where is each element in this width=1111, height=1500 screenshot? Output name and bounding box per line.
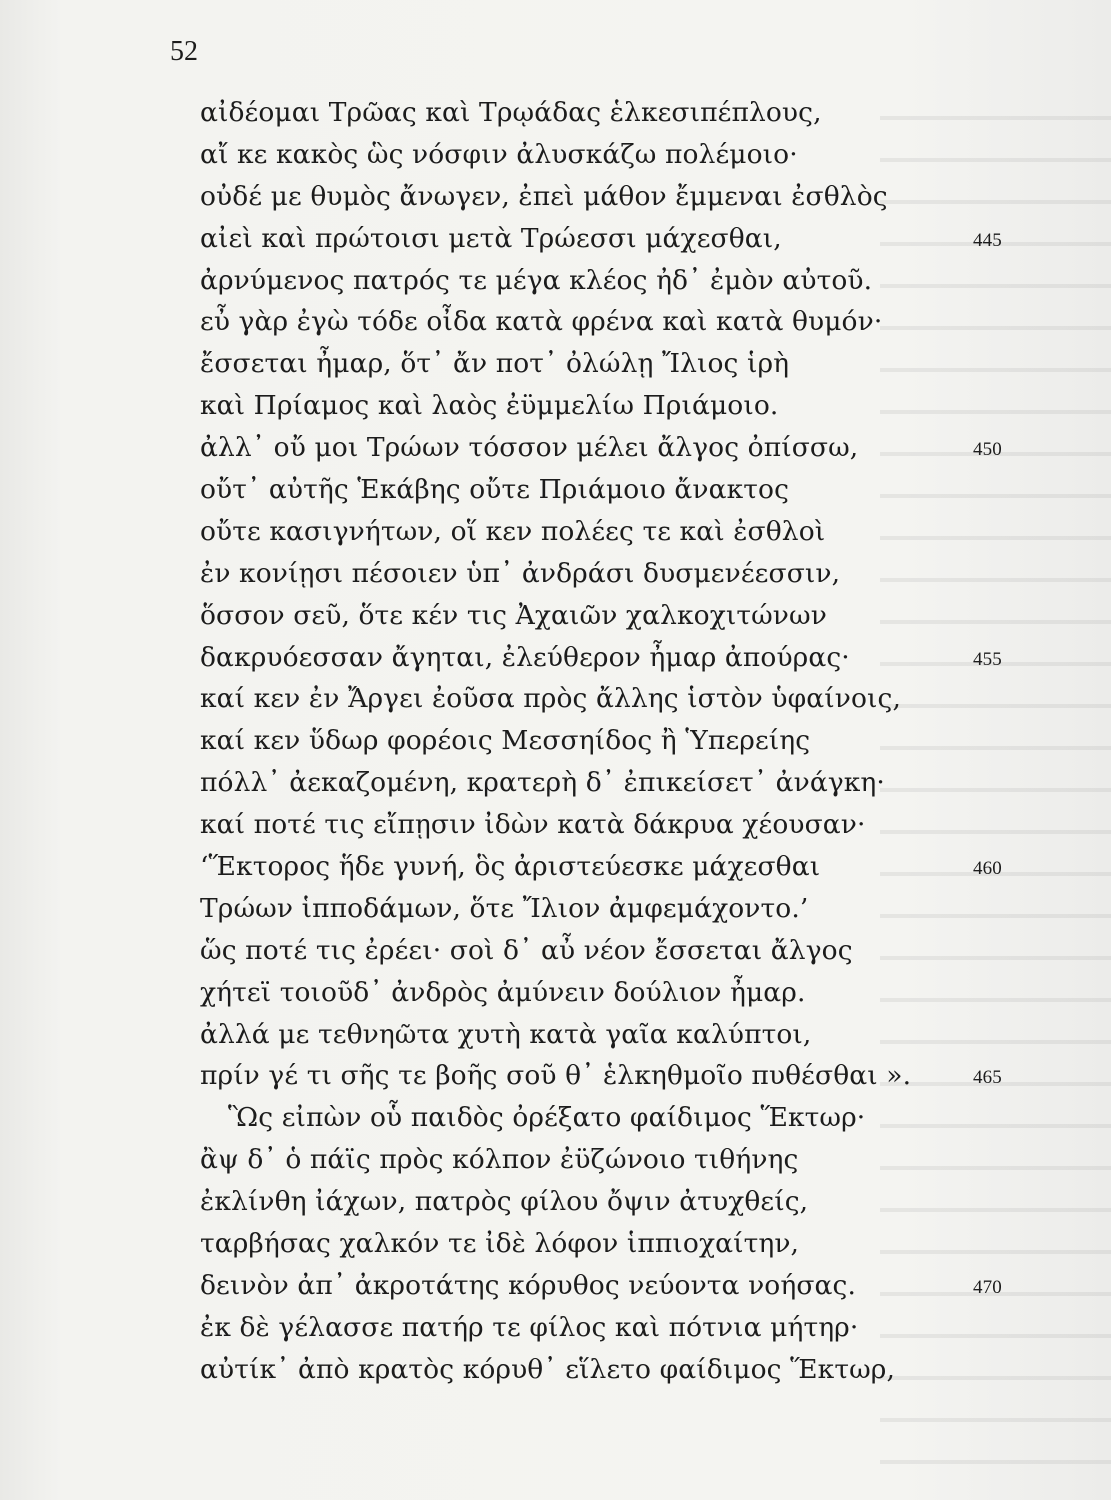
line-number: 455 (973, 648, 1002, 670)
verse-text: καί κεν ἐν Ἄργει ἐοῦσα πρὸς ἄλλης ἱστὸν ὑφαίνοις, (200, 683, 901, 715)
verse-line (200, 1265, 1002, 1307)
page-number: 52 (170, 36, 198, 67)
line-number: 460 (973, 858, 1002, 880)
verse-line (200, 176, 960, 218)
verse-line (200, 218, 1002, 260)
verse-text: δακρυόεσσαν ἄγηται, ἐλεύθερον ἦμαρ ἀπούρας· (200, 641, 850, 673)
verse-line (200, 92, 960, 134)
verse-text: χήτεϊ τοιοῦδ᾽ ἀνδρὸς ἀμύνειν δούλιον ἦμαρ. (200, 976, 806, 1008)
verse-line (200, 1014, 960, 1056)
verse-line (200, 1349, 960, 1391)
verse-text: ἐκλίνθη ἰάχων, πατρὸς φίλου ὄψιν ἀτυχθείς, (200, 1186, 809, 1218)
verse-line (200, 637, 1002, 679)
verse-line (200, 1139, 960, 1181)
verse-text: καὶ Πρίαμος καὶ λαὸς ἐϋμμελίω Πριάμοιο. (200, 390, 779, 422)
verse-line (200, 385, 960, 427)
verse-line (200, 678, 960, 720)
verse-text: ὅσσον σεῦ, ὅτε κέν τις Ἀχαιῶν χαλκοχιτώνων (200, 599, 827, 631)
verse-text: οὐδέ με θυμὸς ἄνωγεν, ἐπεὶ μάθον ἔμμεναι ἐσθλὸς (200, 180, 888, 212)
verse-line (200, 930, 960, 972)
verse-text: εὖ γὰρ ἐγὼ τόδε οἶδα κατὰ φρένα καὶ κατὰ θυμόν· (200, 306, 883, 338)
verse-text: ἂψ δ᾽ ὁ πάϊς πρὸς κόλπον ἐϋζώνοιο τιθήνης (200, 1144, 799, 1176)
verse-line (200, 846, 1002, 888)
verse-text: καί ποτέ τις εἴπῃσιν ἰδὼν κατὰ δάκρυα χέουσαν· (200, 809, 866, 841)
line-number: 445 (973, 229, 1002, 251)
verse-text: ἀρνύμενος πατρός τε μέγα κλέος ἠδ᾽ ἐμὸν αὐτοῦ. (200, 264, 873, 296)
verse-line (200, 469, 960, 511)
verse-text: ἔσσεται ἦμαρ, ὅτ᾽ ἄν ποτ᾽ ὀλώλῃ Ἴλιος ἱρὴ (200, 348, 790, 380)
verse-line (200, 804, 960, 846)
verse-text: αἰεὶ καὶ πρώτοισι μετὰ Τρώεσσι μάχεσθαι, (200, 222, 782, 254)
verse-line (200, 343, 960, 385)
verse-line (200, 427, 1002, 469)
verse-text: πόλλ᾽ ἀεκαζομένη, κρατερὴ δ᾽ ἐπικείσετ᾽ ἀνάγκη· (200, 767, 885, 799)
verse-line (200, 595, 960, 637)
verse-text: αἰδέομαι Τρῶας καὶ Τρῳάδας ἑλκεσιπέπλους, (200, 97, 822, 128)
line-number: 470 (973, 1276, 1002, 1298)
verse-text: ὥς ποτέ τις ἐρέει· σοὶ δ᾽ αὖ νέον ἔσσεται ἄλγος (200, 934, 853, 966)
verse-text: Ὣς εἰπὼν οὗ παιδὸς ὀρέξατο φαίδιμος Ἕκτωρ· (228, 1102, 866, 1134)
verse-text: ἐν κονίῃσι πέσοιεν ὑπ᾽ ἀνδράσι δυσμενέεσσιν, (200, 557, 841, 589)
verse-line (200, 1097, 960, 1139)
verse-text: οὔτ᾽ αὐτῆς Ἑκάβης οὔτε Πριάμοιο ἄνακτος (200, 474, 790, 506)
verse-text: αἴ κε κακὸς ὣς νόσφιν ἀλυσκάζω πολέμοιο· (200, 138, 798, 170)
verse-block (200, 92, 1002, 1391)
verse-text: ἀλλά με τεθνηῶτα χυτὴ κατὰ γαῖα καλύπτοι, (200, 1018, 812, 1050)
verse-line (200, 553, 960, 595)
verse-text: αὐτίκ᾽ ἀπὸ κρατὸς κόρυθ᾽ εἵλετο φαίδιμος Ἕκτωρ, (200, 1353, 895, 1385)
verse-line (200, 1055, 1002, 1097)
verse-line (200, 762, 960, 804)
verse-text: ταρβήσας χαλκόν τε ἰδὲ λόφον ἱππιοχαίτην, (200, 1228, 800, 1260)
verse-text: ἐκ δὲ γέλασσε πατήρ τε φίλος καὶ πότνια μήτηρ· (200, 1311, 859, 1343)
verse-text: οὔτε κασιγνήτων, οἵ κεν πολέες τε καὶ ἐσθλοὶ (200, 515, 826, 547)
line-number: 450 (973, 439, 1002, 461)
verse-text: δεινὸν ἀπ᾽ ἀκροτάτης κόρυθος νεύοντα νοήσας. (200, 1269, 856, 1301)
verse-line (200, 888, 960, 930)
verse-text: ‘Ἕκτορος ἥδε γυνή, ὃς ἀριστεύεσκε μάχεσθαι (200, 851, 821, 883)
verse-line (200, 1181, 960, 1223)
verse-text: καί κεν ὕδωρ φορέοις Μεσσηίδος ἢ Ὑπερείης (200, 725, 811, 757)
verse-text: πρίν γέ τι σῆς τε βοῆς σοῦ θ᾽ ἑλκηθμοῖο πυθέσθαι ». (200, 1060, 912, 1092)
verse-text: ἀλλ᾽ οὔ μοι Τρώων τόσσον μέλει ἄλγος ὀπίσσω, (200, 432, 859, 464)
verse-line (200, 972, 960, 1014)
verse-text: Τρώων ἱπποδάμων, ὅτε Ἴλιον ἀμφεμάχοντο.’ (200, 892, 809, 924)
verse-line (200, 301, 960, 343)
verse-line (200, 1223, 960, 1265)
verse-line (200, 260, 960, 302)
verse-line (200, 1307, 960, 1349)
verse-line (200, 511, 960, 553)
verse-line (200, 720, 960, 762)
line-number: 465 (973, 1067, 1002, 1089)
verse-line (200, 134, 960, 176)
